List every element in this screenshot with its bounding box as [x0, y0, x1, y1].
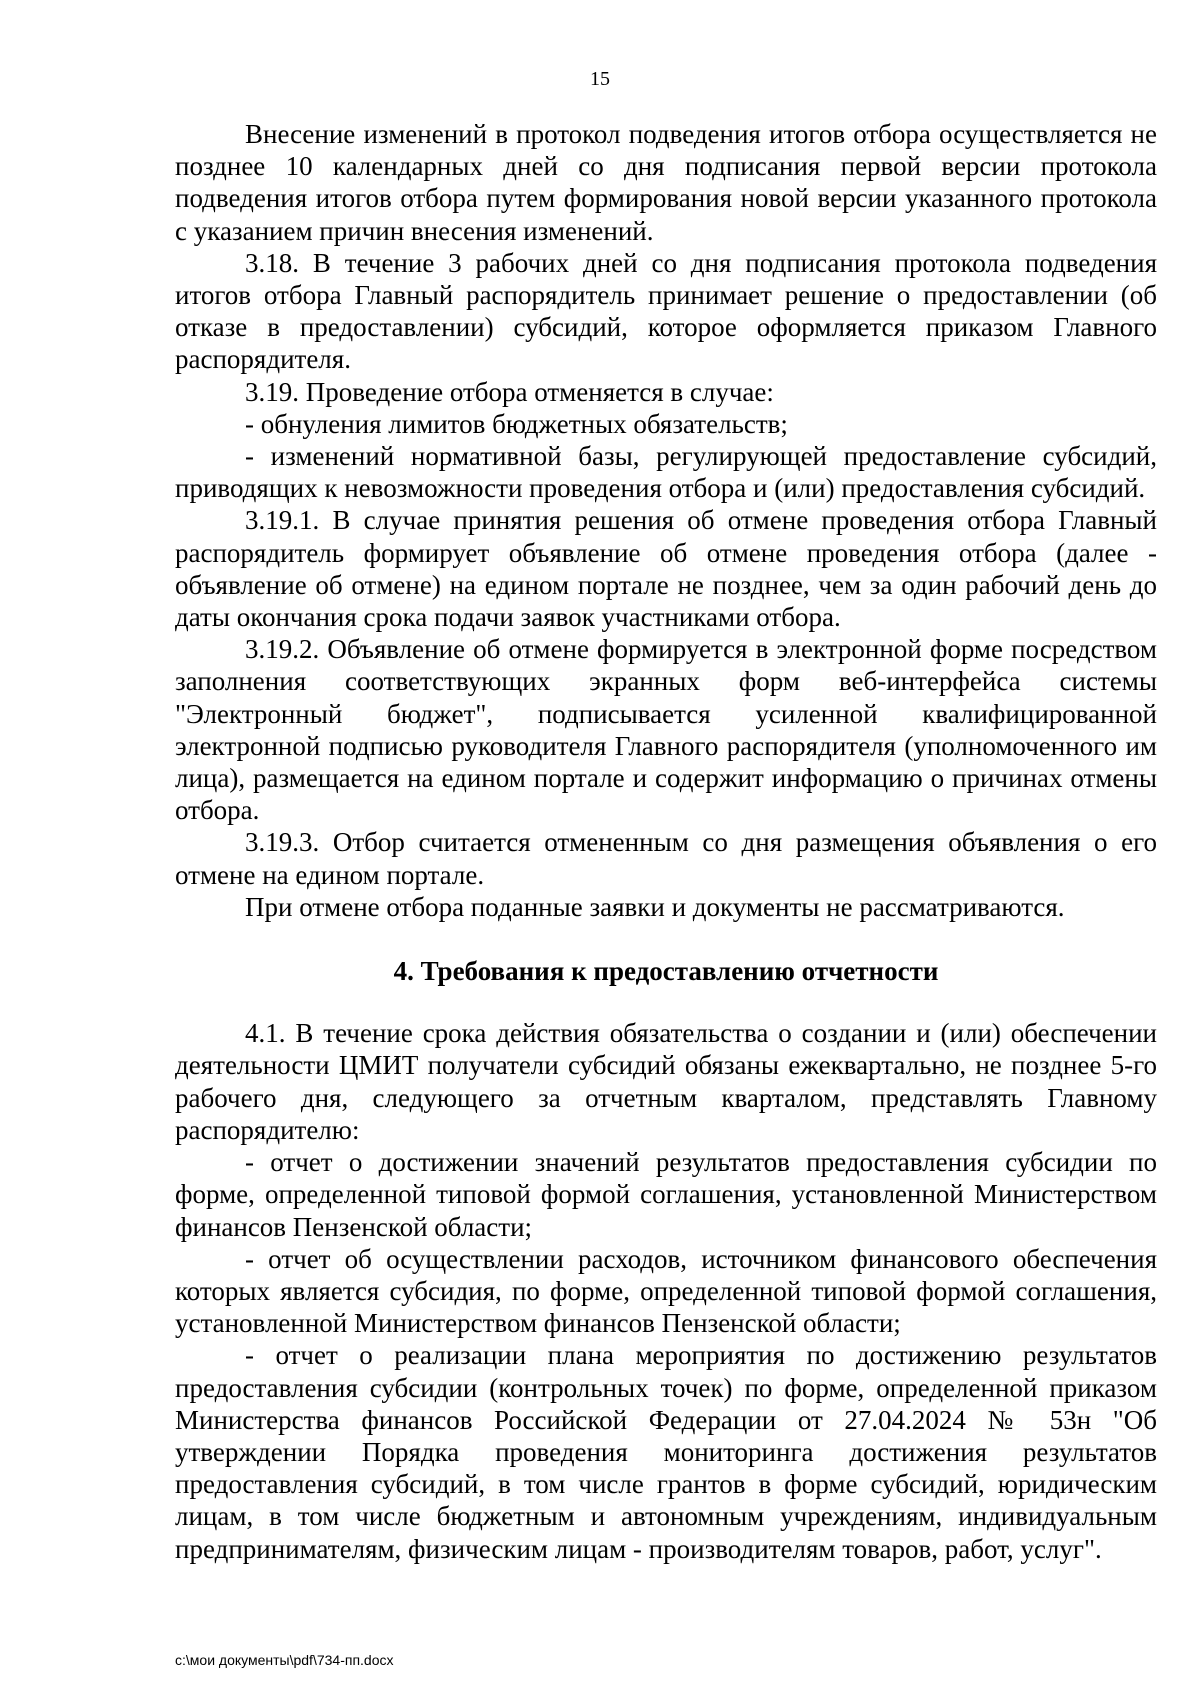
- paragraph: - изменений нормативной базы, регулирующей предоставление субсидий, приводящих к невозможности проведения отбора и (или) предоставления субсидий.: [175, 441, 1157, 504]
- paragraph: - обнуления лимитов бюджетных обязательств;: [245, 408, 788, 439]
- paragraph: 4.1. В течение срока действия обязательства о создании и (или) обеспечении деятельности ЦМИТ получатели субсидий обязаны ежеквартально, не позднее 5-го рабочего дня, следующего за отчетным кварталом, представлять Главному распорядителю:: [175, 1018, 1157, 1145]
- paragraph: - отчет о достижении значений результатов предоставления субсидии по форме, определенной типовой формой соглашения, установленной Министерством финансов Пензенской области;: [175, 1147, 1157, 1242]
- paragraph: 3.18. В течение 3 рабочих дней со дня подписания протокола подведения итогов отбора Главный распорядитель принимает решение о предоставлении (об отказе в предоставлении) субсидий, которое оформляется приказом Главного распорядителя.: [175, 247, 1157, 375]
- footer-file-path: c:\мои документы\pdf\734-пп.docx: [175, 1652, 394, 1668]
- paragraph: 3.19. Проведение отбора отменяется в случае:: [245, 376, 774, 407]
- paragraph: При отмене отбора поданные заявки и документы не рассматриваются.: [245, 891, 1065, 922]
- paragraph: - отчет о реализации плана мероприятия по достижению результатов предоставления субсидии (контрольных точек) по форме, определенной приказом Министерства финансов Российской Федерации от 27.04.2024 № 53н "Об утверждении Порядка проведения мониторинга достижения результатов предоставления субсидий, в том числе грантов в форме субсидий, юридическим лицам, в том числе бюджетным и автономным учреждениям, индивидуальным предпринимателям, физическим лицам - производителям товаров, работ, услуг".: [175, 1340, 1157, 1564]
- paragraph: Внесение изменений в протокол подведения итогов отбора осуществляется не позднее 10 календарных дней со дня подписания первой версии протокола подведения итогов отбора путем формирования новой версии указанного протокола с указанием причин внесения изменений.: [175, 119, 1157, 246]
- paragraph: 3.19.1. В случае принятия решения об отмене проведения отбора Главный распорядитель формирует объявление об отмене проведения отбора (далее - объявление об отмене) на едином портале не позднее, чем за один рабочий день до даты окончания срока подачи заявок участниками отбора.: [175, 505, 1157, 633]
- paragraph: 3.19.2. Объявление об отмене формируется в электронной форме посредством заполнения соответствующих экранных форм веб-интерфейса системы "Электронный бюджет", подписывается усиленной квалифицированной электронной подписью руководителя Главного распорядителя (уполномоченного им лица), размещается на едином портале и содержит информацию о причинах отмены отбора.: [175, 634, 1157, 826]
- document-body: [175, 118, 1157, 1565]
- page-number: 15: [590, 68, 610, 90]
- section-heading: 4. Требования к предоставлению отчетности: [393, 956, 939, 987]
- paragraph: 3.19.3. Отбор считается отмененным со дня размещения объявления о его отмене на едином портале.: [175, 827, 1157, 890]
- paragraph: - отчет об осуществлении расходов, источником финансового обеспечения которых является субсидия, по форме, определенной типовой формой соглашения, установленной Министерством финансов Пензенской области;: [175, 1243, 1157, 1339]
